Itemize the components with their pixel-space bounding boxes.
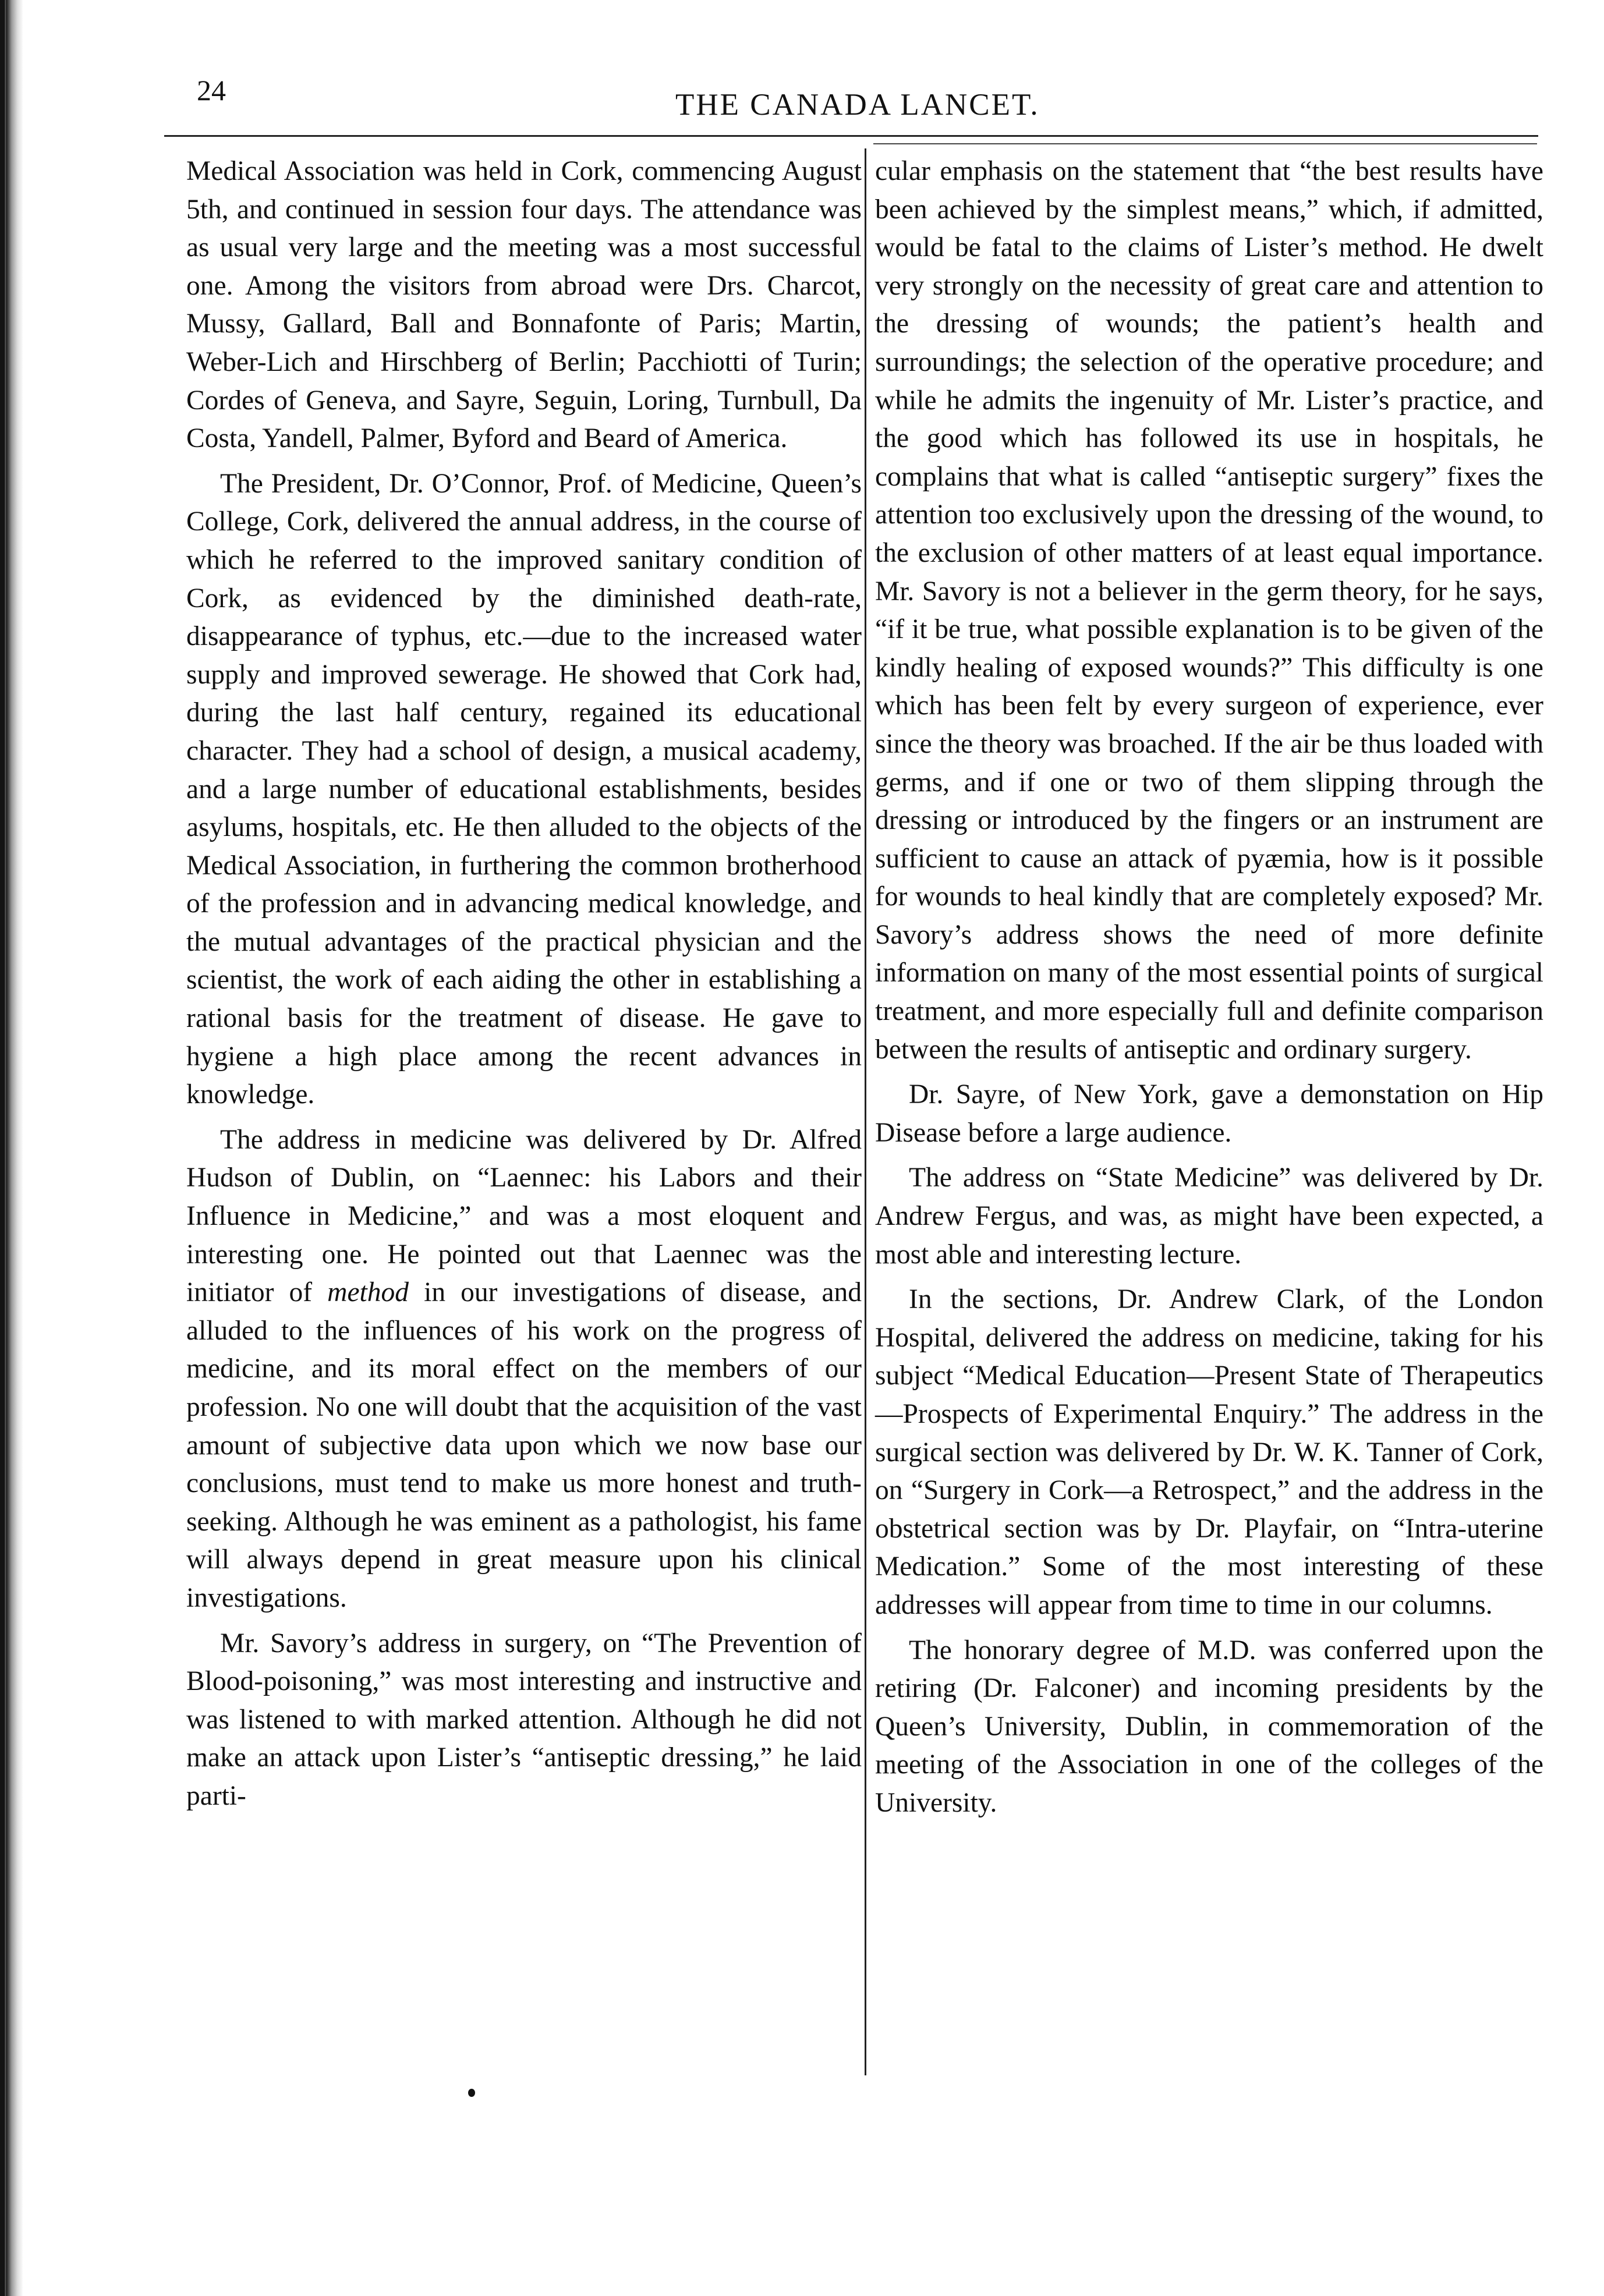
- paragraph-text: Dr. Sayre, of New York, gave a demonstation on Hip Disease before a large audience.: [875, 1079, 1543, 1148]
- footer-ornament-dot: [468, 2089, 475, 2097]
- paragraph-text: Medical Association was held in Cork, commencing August 5th, and continued in session four days. The attendance was as usual very large and the meeting was a most successful one. Among the visitors from abroad were Drs. Charcot, Mussy, Gallard, Ball and Bonnafonte of Paris; Martin, Weber-Lich and Hirschberg of Berlin; Pacchiotti of Turin; Cordes of Geneva, and Sayre, Seguin, Loring, Turnbull, Da Costa, Yandell, Palmer, Byford and Beard of America.: [186, 156, 862, 454]
- paragraph-text: cular emphasis on the statement that “the best results have been achieved by the simplest means,” which, if admitted, would be fatal to the claims of Lister’s method. He dwelt very strongly on the necessity of great care and attention to the dressing of wounds; the patient’s health and surroundings; the selection of the operative procedure; and while he admits the ingenuity of Mr. Lister’s practice, and the good which has followed its use in hospitals, he complains that what is called “antiseptic surgery” fixes the attention too exclusively upon the dressing of the wound, to the exclusion of other matters of at least equal importance. Mr. Savory is not a believer in the germ theory, for he says, “if it be true, what possible explanation is to be given of the kindly healing of exposed wounds?” This difficulty is one which has been felt by every surgeon of experience, ever since the theory was broached. If the air be thus loaded with germs, and if one or two of them slipping through the dressing or introduced by the fingers or an instrument are sufficient to cause an attack of pyæmia, how is it possible for wounds to heal kindly that are completely exposed? Mr. Savory’s address shows the need of more definite information on many of the most essential points of surgical treatment, and more especially full and definite comparison between the results of antiseptic and ordinary surgery.: [875, 156, 1543, 1065]
- running-title: THE CANADA LANCET.: [675, 88, 1040, 122]
- paragraph-text: in our investigations of disease, and alluded to the influences of his work on the progress of medicine, and its moral effect on the members of our profession. No one will doubt that the acquisition of the vast amount of subjective data upon which we now base our conclusions, must tend to make us more honest and truth-seeking. Although he was eminent as a pathologist, his fame will always depend in great measure upon his clinical investigations.: [186, 1277, 862, 1613]
- header-rule-secondary: [873, 143, 1537, 144]
- paragraph-medicine-address: [186, 1121, 862, 1618]
- paragraph-sayre-demonstration: [875, 1076, 1543, 1152]
- paragraph-meeting-visitors: [186, 153, 862, 458]
- paragraph-honorary-degree: [875, 1632, 1543, 1823]
- paragraph-text: The address on “State Medicine” was delivered by Dr. Andrew Fergus, and was, as might have been expected, a most able and interesting lecture.: [875, 1163, 1543, 1270]
- paragraph-state-medicine: [875, 1159, 1543, 1274]
- paragraph-savory-continued: [875, 153, 1543, 1069]
- paragraph-text: The address in medicine was delivered by Dr. Alfred Hudson of Dublin, on “Laennec: his Labors and their Influence in Medicine,” and was a most eloquent and interesting one. He pointed out that Laennec was the initiator of: [186, 1124, 862, 1308]
- paragraph-president-address: [186, 465, 862, 1114]
- paragraph-sections: [875, 1281, 1543, 1624]
- paragraph-text: The President, Dr. O’Connor, Prof. of Medicine, Queen’s College, Cork, delivered the annual address, in the course of which he referred to the improved sanitary condition of Cork, as evidenced by the diminished death-rate, disappearance of typhus, etc.—due to the increased water supply and improved sewerage. He showed that Cork had, during the last half century, regained its educational character. They had a school of design, a musical academy, and a large number of educational establishments, besides asylums, hospitals, etc. He then alluded to the objects of the Medical Association, in furthering the common brotherhood of the profession and in advancing medical knowledge, and the mutual advantages of the practical physician and the scientist, the work of each aiding the other in establishing a rational basis for the treatment of disease. He gave to hygiene a high place among the recent advances in knowledge.: [186, 468, 862, 1110]
- header-rule: [164, 135, 1538, 137]
- paragraph-text: In the sections, Dr. Andrew Clark, of the London Hospital, delivered the address on medicine, taking for his subject “Medical Education—Present State of Therapeutics—Prospects of Experimental Enquiry.” The address in the surgical section was delivered by Dr. W. K. Tanner of Cork, on “Surgery in Cork—a Retrospect,” and the address in the obstetrical section was by Dr. Playfair, on “Intra-uterine Medication.” Some of the most interesting of these addresses will appear from time to time in our columns.: [875, 1284, 1543, 1620]
- book-binding-edge: [0, 0, 23, 2296]
- italic-word-method: method: [327, 1277, 409, 1308]
- page-number: 24: [197, 74, 226, 107]
- paragraph-text: The honorary degree of M.D. was conferred upon the retiring (Dr. Falconer) and incoming presidents by the Queen’s University, Dublin, in commemoration of the meeting of the Association in one of the colleges of the University.: [875, 1635, 1543, 1818]
- paragraph-surgery-address: [186, 1625, 862, 1816]
- column-divider: [865, 148, 866, 2075]
- paragraph-text: Mr. Savory’s address in surgery, on “The Prevention of Blood-poisoning,” was most interesting and instructive and was listened to with marked attention. Although he did not make an attack upon Lister’s “antiseptic dressing,” he laid parti-: [186, 1628, 862, 1811]
- right-column: [875, 153, 1543, 1830]
- left-column: [186, 153, 862, 1823]
